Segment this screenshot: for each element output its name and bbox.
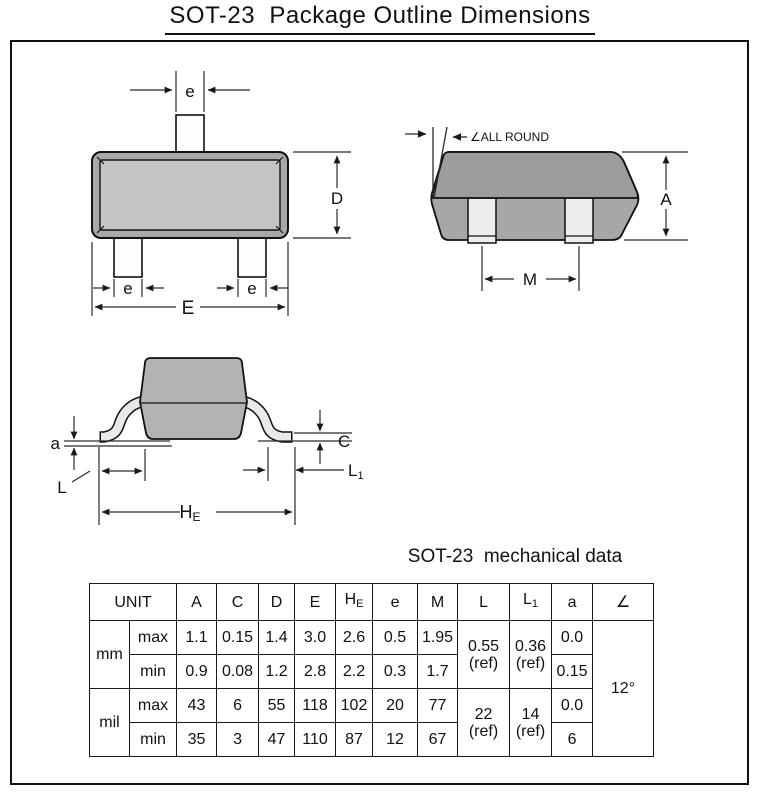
page-title: SOT-23 Package Outline Dimensions — [165, 2, 594, 35]
front-view-diagram — [51, 358, 364, 525]
dim-label-HE: HE — [179, 502, 201, 524]
dim-label-e-left: e — [123, 279, 133, 298]
mechanical-data-table — [89, 583, 654, 757]
cell-mil-max-M: 77 — [418, 689, 458, 723]
side-view-diagram — [405, 127, 688, 291]
col-header-a: a — [552, 584, 593, 621]
cell-mil-min-A: 35 — [177, 723, 217, 757]
cell-mm-L: 0.55 (ref) — [458, 621, 510, 689]
front-view-package-body — [140, 358, 247, 439]
row-mil-max — [90, 689, 654, 723]
cell-mil-min-a: 6 — [552, 723, 593, 757]
dim-L — [72, 447, 145, 525]
dim-label-D: D — [330, 189, 344, 208]
dim-label-E: E — [181, 298, 195, 319]
cell-mm-max-C: 0.15 — [217, 621, 259, 655]
cell-mil-max-E: 118 — [295, 689, 336, 723]
cell-mil-L: 22 (ref) — [458, 689, 510, 757]
row-label-max: max — [130, 689, 177, 723]
cell-mil-min-C: 3 — [217, 723, 259, 757]
dim-label-e-right: e — [247, 279, 257, 298]
cell-mil-max-a: 0.0 — [552, 689, 593, 723]
dim-label-a: a — [50, 434, 60, 453]
cell-mil-L1: 14 (ref) — [510, 689, 552, 757]
col-header-unit: UNIT — [90, 584, 177, 621]
col-header-HE: $H_E$ — [336, 584, 373, 621]
dim-label-A: A — [660, 190, 672, 209]
col-header-A: A — [177, 584, 217, 621]
row-mm-min — [90, 655, 654, 689]
row-label-min: min — [130, 723, 177, 757]
cell-mm-max-A: 1.1 — [177, 621, 217, 655]
top-view-pin-bottom-right — [238, 236, 266, 277]
all-round-label: ∠ALL ROUND — [470, 130, 549, 144]
cell-mm-min-M: 1.7 — [418, 655, 458, 689]
table-heading: SOT-23 mechanical data — [407, 546, 623, 567]
cell-mm-min-E: 2.8 — [295, 655, 336, 689]
cell-angle: 12° — [593, 621, 654, 757]
dim-label-L1: L1 — [348, 461, 364, 482]
cell-mil-min-D: 47 — [259, 723, 295, 757]
cell-mm-min-C: 0.08 — [217, 655, 259, 689]
col-header-angle: ∠ — [593, 584, 654, 621]
row-mil-min — [90, 723, 654, 757]
cell-mm-max-M: 1.95 — [418, 621, 458, 655]
row-label-max: max — [130, 621, 177, 655]
top-view-package-body-inner — [100, 160, 280, 230]
dim-L1 — [243, 447, 344, 481]
col-header-C: C — [217, 584, 259, 621]
col-header-E: E — [295, 584, 336, 621]
cell-mil-min-E: 110 — [295, 723, 336, 757]
cell-mil-min-e: 12 — [373, 723, 418, 757]
unit-mm: mm — [90, 621, 130, 689]
row-label-min: min — [130, 655, 177, 689]
cell-mil-max-A: 43 — [177, 689, 217, 723]
col-header-L1: $L_1$ — [510, 584, 552, 621]
cell-mm-L1: 0.36 (ref) — [510, 621, 552, 689]
dim-label-L: L — [57, 478, 67, 497]
cell-mm-max-D: 1.4 — [259, 621, 295, 655]
top-view-diagram — [92, 71, 351, 319]
cell-mil-min-HE: 87 — [336, 723, 373, 757]
cell-mil-max-e: 20 — [373, 689, 418, 723]
cell-mm-min-HE: 2.2 — [336, 655, 373, 689]
cell-mil-min-M: 67 — [418, 723, 458, 757]
cell-mil-max-D: 55 — [259, 689, 295, 723]
cell-mm-max-a: 0.0 — [552, 621, 593, 655]
cell-mm-min-e: 0.3 — [373, 655, 418, 689]
cell-mm-min-A: 0.9 — [177, 655, 217, 689]
col-header-e: e — [373, 584, 418, 621]
cell-mm-min-a: 0.15 — [552, 655, 593, 689]
cell-mm-max-HE: 2.6 — [336, 621, 373, 655]
cell-mil-max-C: 6 — [217, 689, 259, 723]
col-header-L: L — [458, 584, 510, 621]
dim-e-bottom — [93, 279, 288, 297]
side-view-package-top-face — [432, 152, 638, 198]
col-header-M: M — [418, 584, 458, 621]
col-header-D: D — [259, 584, 295, 621]
dim-label-e-top: e — [185, 82, 195, 101]
top-view-pin-bottom-left — [114, 236, 142, 277]
cell-mm-max-E: 3.0 — [295, 621, 336, 655]
cell-mil-max-HE: 102 — [336, 689, 373, 723]
cell-mm-min-D: 1.2 — [259, 655, 295, 689]
unit-mil: mil — [90, 689, 130, 757]
dim-label-C: C — [338, 432, 351, 451]
dim-label-M: M — [522, 270, 538, 289]
header-row — [90, 584, 654, 621]
top-view-pin-top — [176, 115, 204, 155]
cell-mm-max-e: 0.5 — [373, 621, 418, 655]
row-mm-max — [90, 621, 654, 655]
